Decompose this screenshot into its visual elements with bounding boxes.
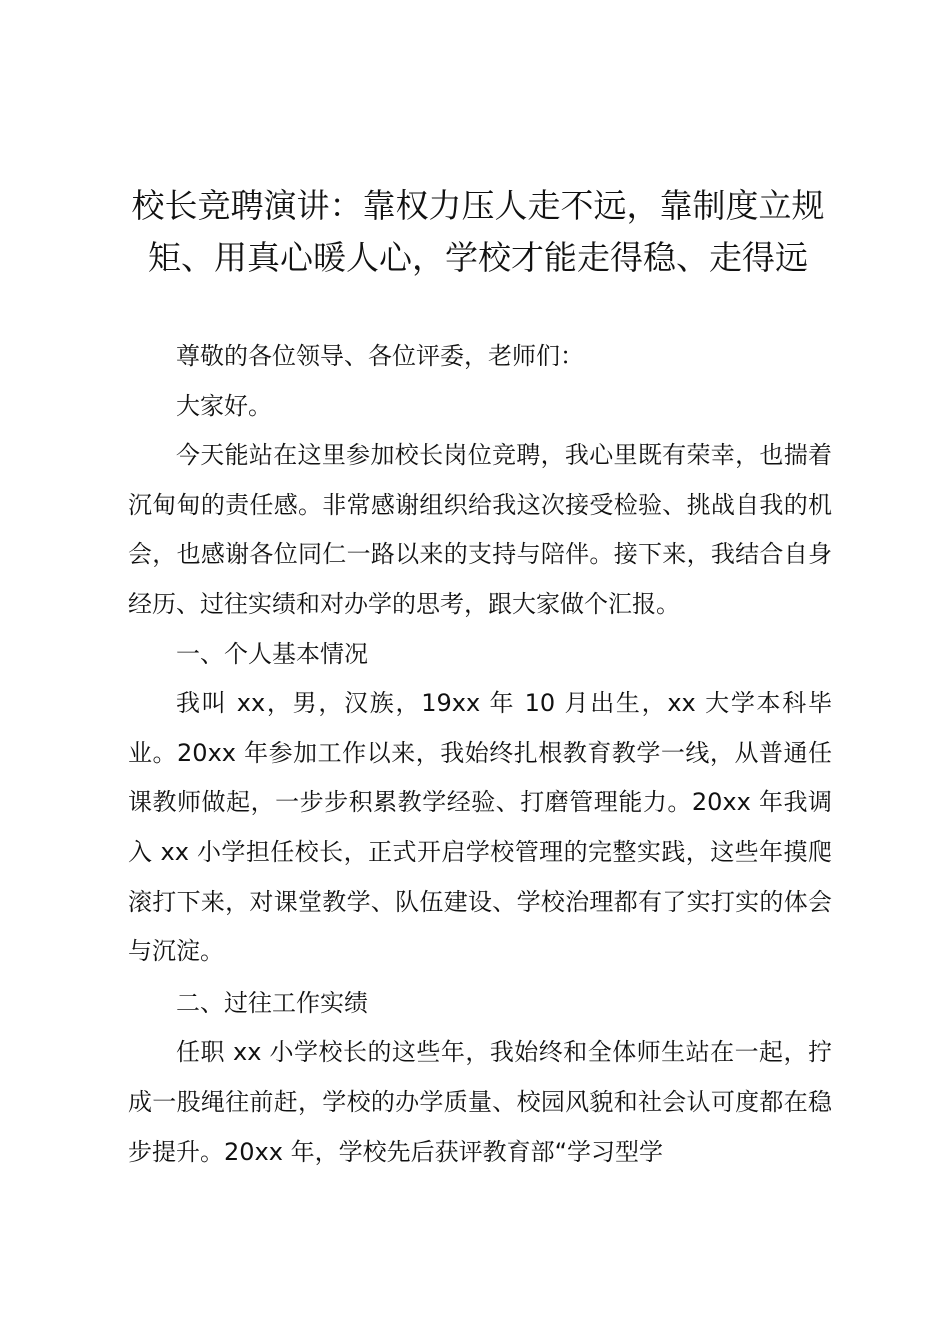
section-heading-personal-info: 一、个人基本情况 (176, 639, 368, 668)
intro-paragraph: 今天能站在这里参加校长岗位竞聘，我心里既有荣幸，也揣着沉甸甸的责任感。非常感谢组织给我这次接受检验、挑战自我的机会，也感谢各位同仁一路以来的支持与陪伴。接下来，我结合自身经历、过往实绩和对办学的思考，跟大家做个汇报。 (128, 441, 832, 618)
document-title: 校长竞聘演讲：靠权力压人走不远，靠制度立规矩、用真心暖人心，学校才能走得稳、走得远 (131, 186, 825, 277)
greeting-paragraph: 大家好。 (176, 391, 272, 420)
achievements-paragraph: 任职 xx 小学校长的这些年，我始终和全体师生站在一起，拧成一股绳往前赶，学校的办学质量、校园风貌和社会认可度都在稳步提升。20xx 年，学校先后获评教育部“学习型学 (128, 1038, 832, 1166)
section-heading-achievements: 二、过往工作实绩 (176, 988, 368, 1017)
salutation-paragraph: 尊敬的各位领导、各位评委，老师们： (176, 342, 584, 370)
document-body (128, 332, 832, 1177)
personal-info-paragraph: 我叫 xx，男，汉族，19xx 年 10 月出生，xx 大学本科毕业。20xx 年参加工作以来，我始终扎根教育教学一线，从普通任课教师做起，一步步积累教学经验、打磨管理能力。20xx 年我调入 xx 小学担任校长，正式开启学校管理的完整实践，这些年摸爬滚打下来，对课堂教学、队伍建设、学校治理都有了实打实的体会与沉淀。 (128, 689, 832, 966)
